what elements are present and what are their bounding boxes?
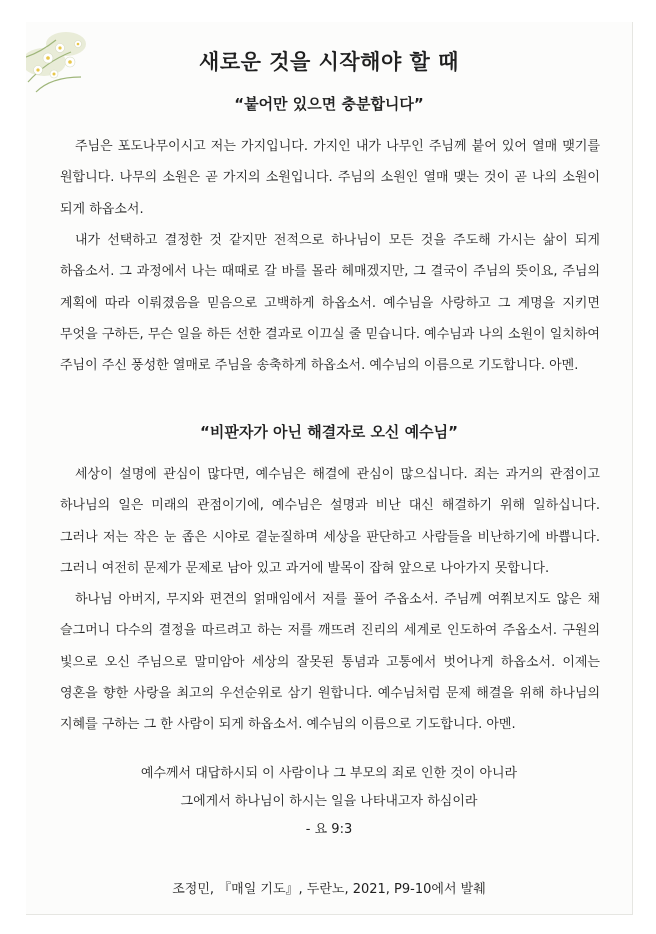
paragraph: 내가 선택하고 결정한 것 같지만 전적으로 하나님이 모든 것을 주도해 가시는 삶이 되게 하옵소서. 그 과정에서 나는 때때로 갈 바를 몰라 헤매겠지만, 그 결국이 주님의 뜻이요, 주님의 계획에 따라 이뤄졌음을 믿음으로 고백하게 하옵소서. 예수님을 사랑하고 그 계명을 지키면 무엇을 구하든, 무슨 일을 하든 선한 결과로 이끄실 줄 믿습니다. 예수님과 나의 소원이 일치하여 주님이 주신 풍성한 열매로 주님을 송축하게 하옵소서. 예수님의 이름으로 기도합니다. 아멘. xyxy=(60,233,600,374)
bible-verse xyxy=(26,760,632,844)
paragraph: 세상이 설명에 관심이 많다면, 예수님은 해결에 관심이 많으십니다. 죄는 과거의 관점이고 하나님의 일은 미래의 관점이기에, 예수님은 설명과 비난 대신 해결하기 위해 일하십니다. 그러나 저는 작은 눈 좁은 시야로 곁눈질하며 세상을 판단하고 사람들을 비난하기에 바쁩니다. 그러니 여전히 문제가 문제로 남아 있고 과거에 발목이 잡혀 앞으로 나아가지 못합니다. xyxy=(60,467,600,576)
section-subtitle: “비판자가 아닌 해결자로 오신 예수님” xyxy=(200,423,458,441)
verse-line: 예수께서 대답하시되 이 사람이나 그 부모의 죄로 인한 것이 아니라 xyxy=(140,766,518,781)
source-citation: 조정민, 『매일 기도』, 두란노, 2021, P9-10에서 발췌 xyxy=(172,882,486,897)
section-subtitle: “붙어만 있으면 충분합니다” xyxy=(234,95,424,113)
verse-line: 그에게서 하나님이 하시는 일을 나타내고자 하심이라 xyxy=(180,794,478,809)
document-page xyxy=(26,22,633,915)
page-title: 새로운 것을 시작해야 할 때 xyxy=(199,50,459,74)
verse-reference: - 요 9:3 xyxy=(305,822,353,837)
paragraph: 주님은 포도나무이시고 저는 가지입니다. 가지인 내가 나무인 주님께 붙어 있어 열매 맺기를 원합니다. 나무의 소원은 곧 가지의 소원입니다. 주님의 소원인 열매 맺는 것이 곧 나의 소원이 되게 하옵소서. xyxy=(60,139,601,217)
paragraph: 하나님 아버지, 무지와 편견의 얽매임에서 저를 풀어 주옵소서. 주님께 여쭤보지도 않은 채 슬그머니 다수의 결정을 따르려고 하는 저를 깨뜨려 진리의 세계로 인도하여 주옵소서. 구원의 빛으로 오신 주님으로 말미암아 세상의 잘못된 통념과 고통에서 벗어나게 하옵소서. 이제는 영혼을 향한 사랑을 최고의 우선순위로 삼기 원합니다. 예수님처럼 문제 해결을 위해 하나님의 지혜를 구하는 그 한 사람이 되게 하옵소서. 예수님의 이름으로 기도합니다. 아멘. xyxy=(60,592,600,733)
